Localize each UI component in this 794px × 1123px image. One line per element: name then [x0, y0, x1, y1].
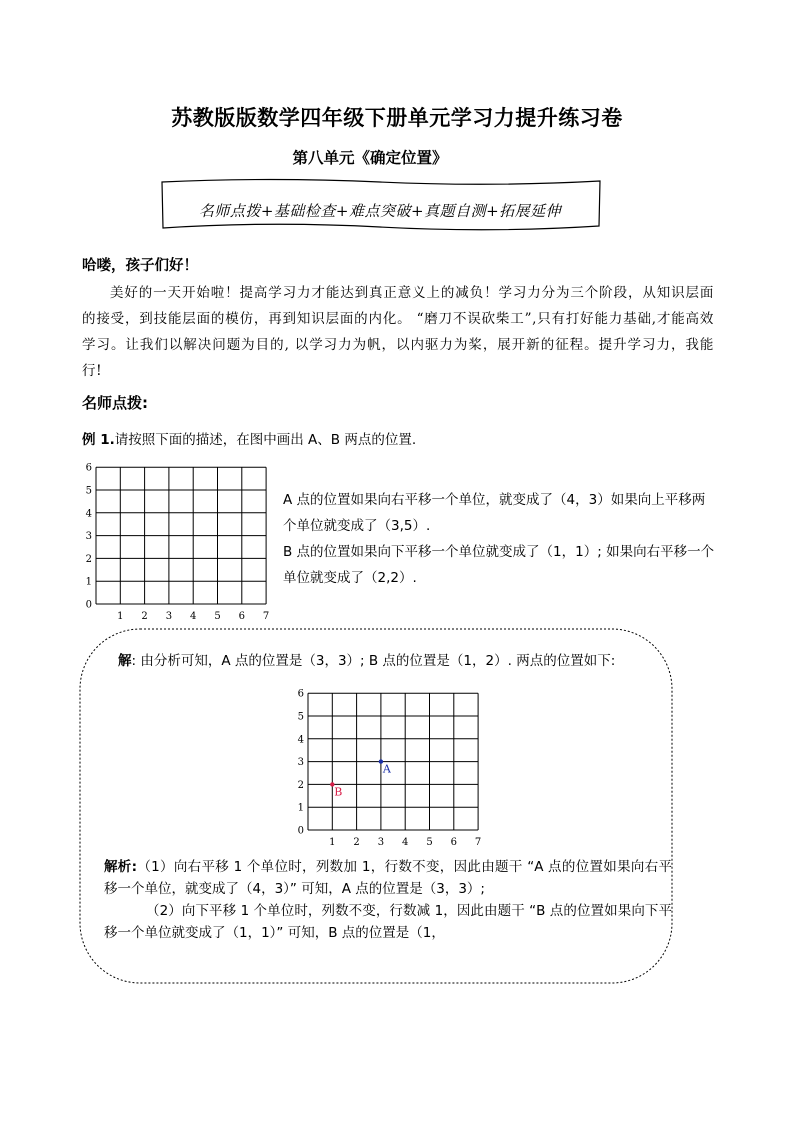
x-tick-label: 6 — [238, 611, 245, 622]
analysis-part-2: （2）向下平移 1 个单位时，列数不变，行数减 1，因此由题干 “B 点的位置如果向下平移一个单位就变成了（1，1）” 可知，B 点的位置是（1， — [104, 903, 672, 941]
x-tick-label: 7 — [262, 611, 270, 622]
x-tick-label: 2 — [353, 837, 360, 848]
y-tick-label: 1 — [297, 802, 304, 814]
y-tick-label: 5 — [297, 711, 304, 723]
y-tick-label: 1 — [85, 576, 92, 588]
y-tick-label: 6 — [297, 688, 304, 700]
example-label: 例 1. — [82, 432, 115, 448]
point-descriptions — [283, 487, 715, 591]
intro-paragraph: 美好的一天开始啦！提高学习力才能达到真正意义上的减负！学习力分为三个阶段，从知识层面的接受，到技能层面的模仿，再到知识层面的内化。 “磨刀不误砍柴工”,只有打好能力基础,才能高效学习。让我们以解决问题为目的, 以学习力为帆，以内驱力为桨，展开新的征程。提升学习力，我能行! — [82, 285, 714, 379]
solution-body: : 由分析可知，A 点的位置是（3，3）; B 点的位置是（1，2）. 两点的位置如下: — [131, 653, 616, 669]
section-heading: 名师点拨: — [82, 394, 148, 412]
x-tick-label: 3 — [377, 837, 385, 848]
analysis-text-1: （1）向右平移 1 个单位时，列数加 1，行数不变，因此由题干 “A 点的位置如果向右平移一个单位，就变成了（4，3）” 可知，A 点的位置是（3，3）; — [104, 859, 672, 897]
x-tick-label: 3 — [165, 611, 173, 622]
grid-chart-solution — [290, 686, 490, 852]
analysis-label: 解析: — [104, 859, 138, 875]
point-a-label: A — [382, 762, 391, 776]
example-prompt — [82, 428, 416, 448]
description-a: A 点的位置如果向右平移一个单位，就变成了（4，3）如果向上平移两个单位就变成了（3,5）. — [283, 492, 706, 534]
description-b: B 点的位置如果向下平移一个单位就变成了（1，1）; 如果向右平移一个单位就变成了（2,2）. — [283, 544, 715, 586]
document-title: 苏教版版数学四年级下册单元学习力提升练习卷 — [171, 106, 623, 130]
greeting: 哈喽，孩子们好！ — [82, 258, 198, 274]
unit-subtitle: 第八单元《确定位置》 — [292, 149, 448, 167]
example-text: 请按照下面的描述，在图中画出 A、B 两点的位置. — [114, 432, 417, 448]
point-b-label: B — [334, 785, 343, 799]
banner-text: 名师点拨+基础检查+难点突破+真题自测+拓展延伸 — [198, 202, 562, 220]
x-tick-label: 6 — [450, 837, 457, 848]
x-tick-label: 5 — [426, 837, 433, 848]
x-tick-label: 7 — [474, 837, 482, 848]
y-tick-label: 0 — [85, 599, 92, 611]
y-tick-label: 6 — [85, 462, 92, 474]
solution-label: 解 — [118, 653, 132, 669]
x-tick-label: 1 — [117, 611, 124, 622]
y-tick-label: 3 — [297, 757, 304, 769]
x-tick-label: 5 — [214, 611, 221, 622]
solution-text — [104, 650, 674, 672]
analysis-block — [104, 856, 672, 944]
y-tick-label: 3 — [85, 531, 92, 543]
x-tick-label: 4 — [402, 837, 409, 848]
y-tick-label: 0 — [297, 825, 304, 837]
y-tick-label: 5 — [85, 485, 92, 497]
y-tick-label: 4 — [85, 508, 92, 520]
x-tick-label: 4 — [190, 611, 197, 622]
x-tick-label: 1 — [329, 837, 336, 848]
analysis-part-1 — [104, 856, 672, 900]
grid-lines — [308, 693, 478, 830]
x-tick-label: 2 — [141, 611, 148, 622]
y-tick-label: 2 — [297, 779, 304, 791]
y-tick-label: 2 — [85, 553, 92, 565]
y-tick-label: 4 — [297, 734, 304, 746]
grid-chart-question — [78, 460, 278, 626]
grid-lines — [96, 467, 266, 604]
